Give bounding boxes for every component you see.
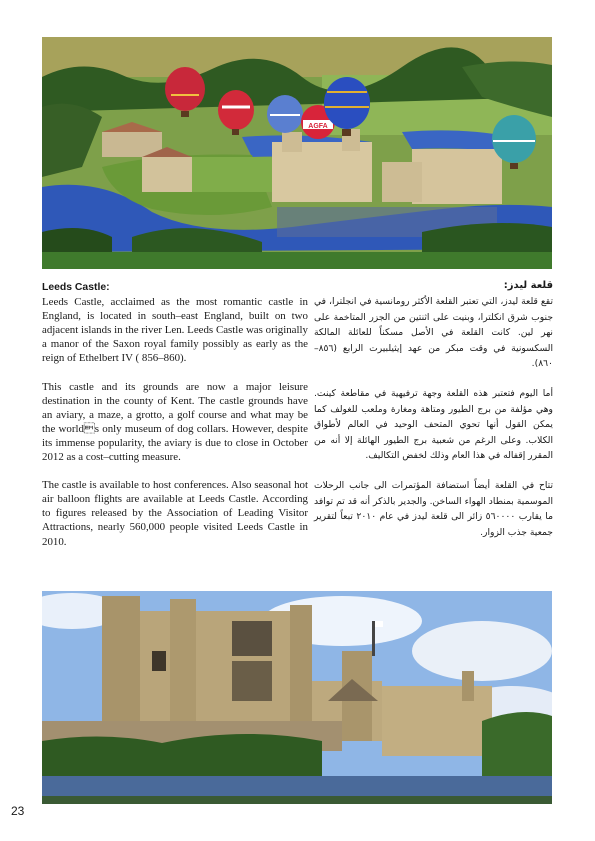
arabic-heading: قلعة ليدز:	[503, 280, 553, 291]
english-column	[42, 281, 308, 563]
castle-ground-photo	[42, 591, 552, 804]
english-paragraph-3: The castle is available to host conferences. Also seasonal hot air balloon flights are available at Leeds Castle. According to figures released by the Association of Leading Visitor Attractions, nearly 560,000 people visited Leeds Castle in 2010.	[42, 479, 308, 548]
english-heading: Leeds Castle:	[42, 282, 110, 293]
arabic-column	[314, 278, 553, 555]
english-paragraph-2: This castle and its grounds are now a major leisure destination in the county of Kent. The castle grounds have an aviary, a maze, a grotto, a golf course and what may be the worlds only museum of dog collars. However, despite its immense popularity, the aviary is due to close in October 2012 as a cost–cutting measure.	[42, 380, 308, 464]
arabic-paragraph-1: تقع قلعة ليدز، التي تعتبر القلعة الأكثر رومانسية في انجلترا، في جنوب شرق انكلترا، وبنيت على اثنتين من الجزر المتاخمة على نهر لين. كانت القلعة في الأصل مسكناً للعائلة المالكة السكسونية في وقت مبكر من عهد إيثيلبيرت الرابع (٨٥٦– ٨٦٠).	[314, 296, 553, 370]
page-number: 23	[11, 804, 25, 818]
balloon-agfa-logo: AGFA	[308, 123, 328, 130]
english-paragraph-1: Leeds Castle, acclaimed as the most romantic castle in England, is located in south–east England, built on two adjacent islands in the river Len. Leeds Castle was originally a manor of the Saxon royal family possibly as early as the reign of Ethelbert IV ( 856–860).	[42, 296, 308, 365]
arabic-paragraph-3: تتاح في القلعة أيضاً استضافة المؤتمرات الى جانب الرحلات الموسمية بمنطاد الهواء الساخن. والجدير بالذكر أنه قد تم توافد ما يقارب ٥٦٠٠٠٠ زائر الى قلعة ليدز في عام ٢٠١٠ تبعاً لتقرير جمعية جذب الزوار.	[314, 480, 553, 538]
aerial-castle-photo	[42, 37, 552, 269]
arabic-paragraph-2: أما اليوم فتعتبر هذه القلعة وجهة ترفيهية في مقاطعة كينت. وهي مؤلفة من برج الطيور ومتاهة ومغارة وملعب للغولف كما يمكن القول أنها تحوي المتحف الوحيد في العالم لأطواق الكلاب. وعلى الرغم من شعبية برج الطيور الهائلة إلا أنه من المقرر إقفاله في هذا العام وذلك لخفض التكاليف.	[314, 388, 553, 462]
balloon-blue-small	[267, 95, 303, 133]
